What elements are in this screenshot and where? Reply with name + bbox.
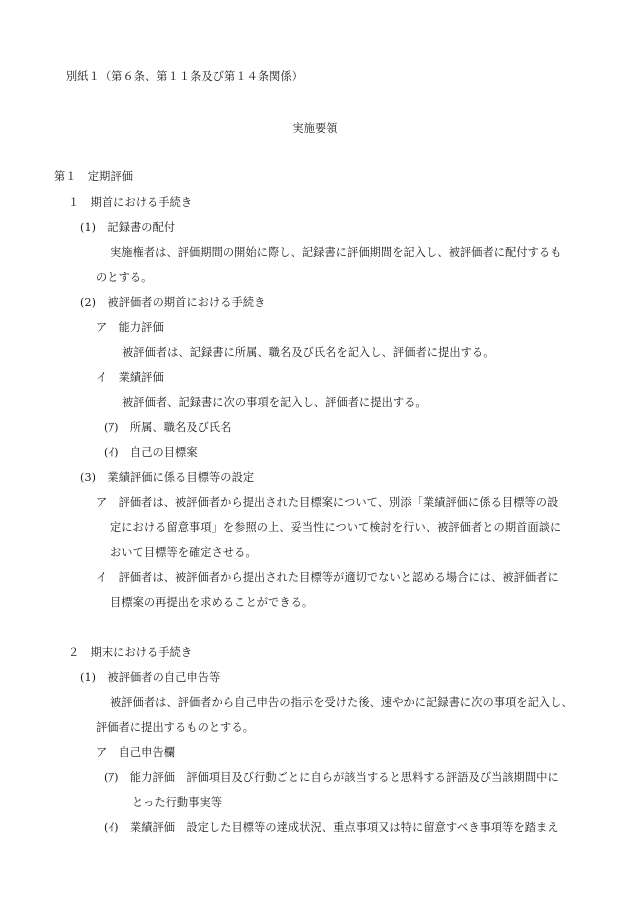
paragraph-line: 目標案の再提出を求めることができる。 <box>110 596 314 609</box>
paragraph-line: イ 評価者は、被評価者から提出された目標等が適切でないと認める場合には、被評価者に <box>96 571 559 584</box>
list-item: (ｲ) 自己の目標案 <box>104 446 198 459</box>
list-item: (ｲ) 業績評価 設定した目標等の達成状況、重点事項又は特に留意すべき事項等を踏まえ <box>104 821 559 834</box>
list-item: (ｱ) 能力評価 評価項目及び行動ごとに自らが該当すると思料する評語及び当該期間中に <box>104 771 559 784</box>
document-title: 実施要領 <box>292 122 338 135</box>
item-heading: (1) 被評価者の自己申告等 <box>80 671 221 684</box>
sub-item-heading: ア 能力評価 <box>96 321 164 334</box>
subsection-heading: １ 期首における手続き <box>68 196 193 209</box>
paragraph-line: 被評価者は、記録書に所属、職名及び氏名を記入し、評価者に提出する。 <box>122 346 495 359</box>
sub-item-heading: ア 自己申告欄 <box>96 746 176 759</box>
item-heading: (3) 業績評価に係る目標等の設定 <box>80 471 255 484</box>
paragraph-line: 被評価者は、評価者から自己申告の指示を受けた後、速やかに記録書に次の事項を記入し、 <box>110 696 573 709</box>
paragraph-line: のとする。 <box>96 271 153 284</box>
item-heading: (1) 記録書の配付 <box>80 221 176 234</box>
sub-item-heading: イ 業績評価 <box>96 371 164 384</box>
paragraph-line: 定における留意事項」を参照の上、妥当性について検討を行い、被評価者との期首面談に <box>110 521 562 534</box>
paragraph-line: 実施権者は、評価期間の開始に際し、記録書に評価期間を記入し、被評価者に配付するも <box>110 246 562 259</box>
paragraph-line: 被評価者、記録書に次の事項を記入し、評価者に提出する。 <box>122 396 427 409</box>
section-heading: 第１ 定期評価 <box>54 170 134 183</box>
paragraph-line: とった行動事実等 <box>132 796 223 809</box>
paragraph-line: 評価者に提出するものとする。 <box>96 721 255 734</box>
item-heading: (2) 被評価者の期首における手続き <box>80 296 266 309</box>
attachment-header: 別紙１（第６条、第１１条及び第１４条関係） <box>66 70 304 83</box>
subsection-heading: ２ 期末における手続き <box>68 646 193 659</box>
paragraph-line: ア 評価者は、被評価者から提出された目標案について、別添「業績評価に係る目標等の設 <box>96 496 559 509</box>
list-item: (ｱ) 所属、職名及び氏名 <box>104 421 232 434</box>
paragraph-line: おいて目標等を確定させる。 <box>110 546 257 559</box>
